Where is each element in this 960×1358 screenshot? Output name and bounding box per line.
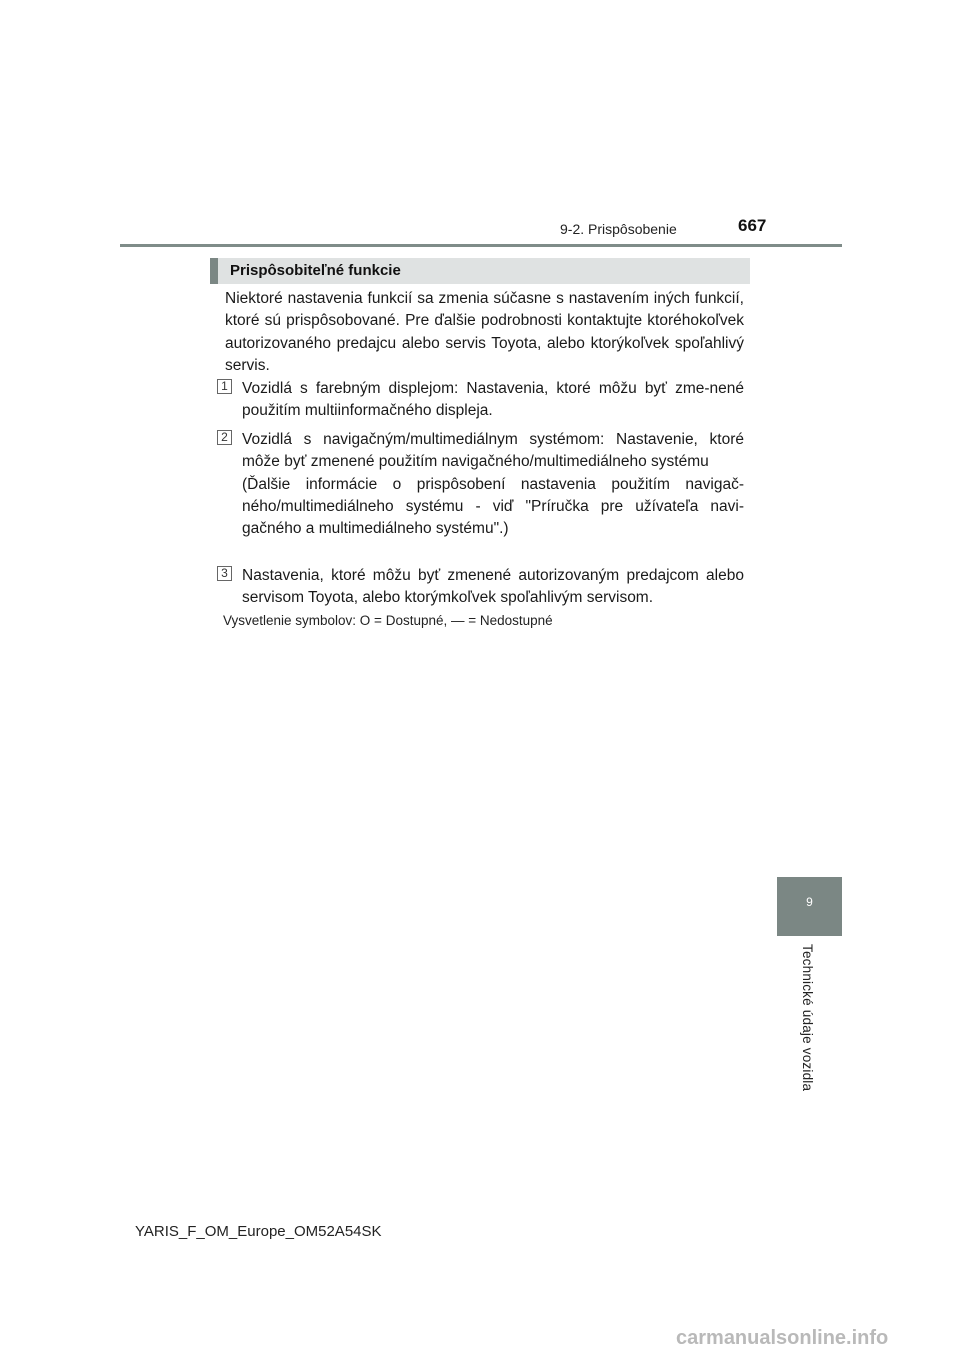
section-heading: Prispôsobiteľné funkcie [230,262,401,279]
item-number-badge: 2 [217,430,232,445]
list-item-note: (Ďalšie informácie o prispôsobení nastavenia použitím navigač-ného/multimediálneho systému - viď "Príručka pre užívateľa navi-gačného a multimediálneho systému".) [242,475,744,538]
list-item-2 [217,429,744,540]
list-item-1 [217,378,744,423]
section-heading-bar [210,258,750,284]
header-section-title: 9-2. Prispôsobenie [560,221,677,237]
list-item-text: Vozidlá s navigačným/multimediálnym systémom: Nastavenie, ktoré môže byť zmenené použitím navigačného/multimediálneho systému [242,431,744,471]
header-divider [120,244,842,247]
list-item-text: Vozidlá s farebným displejom: Nastavenia, ktoré môžu byť zme-nené použitím multiinformačného displeja. [242,380,744,420]
list-item-text: Nastavenia, ktoré môžu byť zmenené autorizovaným predajcom alebo servisom Toyota, alebo ktorýmkoľvek spoľahlivým servisom. [242,567,744,607]
chapter-number: 9 [806,895,813,909]
intro-paragraph: Niektoré nastavenia funkcií sa zmenia súčasne s nastavením iných funkcií, ktoré sú prispôsobované. Pre ďalšie podrobnosti kontaktujte ktoréhokoľvek autorizovaného predajcu alebo servis Toyota, alebo ktorýkoľvek spoľahlivý servis. [225,290,744,374]
page-number: 667 [738,216,767,235]
chapter-label: Technické údaje vozidla [800,944,815,1092]
chapter-tab [777,877,842,936]
item-number-badge: 3 [217,566,232,581]
list-item-3 [217,565,744,610]
symbol-legend-note: Vysvetlenie symbolov: O = Dostupné, — = Nedostupné [223,613,553,628]
document-footer: YARIS_F_OM_Europe_OM52A54SK [135,1223,382,1240]
item-number-badge: 1 [217,379,232,394]
watermark: carmanualsonline.info [676,1327,889,1349]
